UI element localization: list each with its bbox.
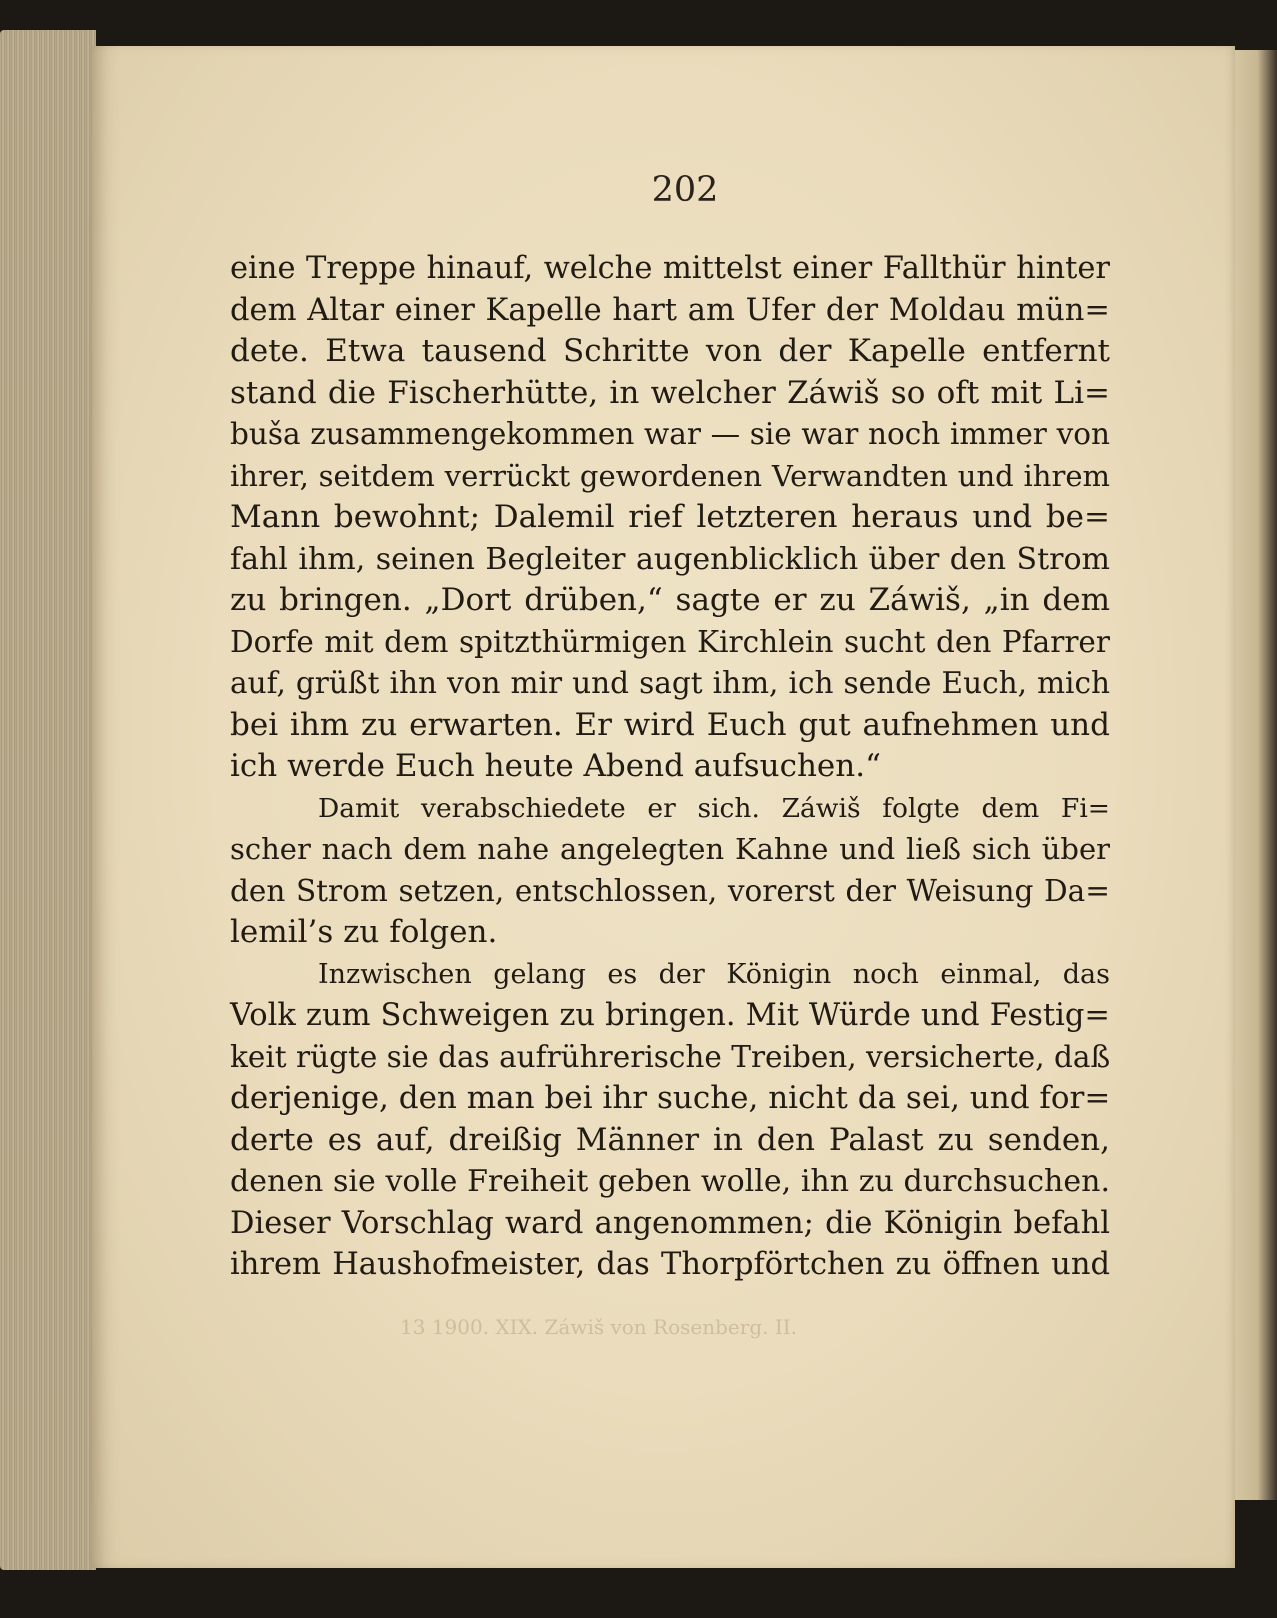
text-line: denen sie volle Freiheit geben wolle, ihn zu durchsuchen. [230, 1164, 1110, 1199]
text-line: Inzwischen gelang es der Königin noch einmal, das [318, 958, 1110, 990]
text-line: ich werde Euch heute Abend aufsuchen.“ [230, 748, 881, 784]
facing-page-edge [1228, 50, 1277, 1500]
text-line: ihrem Haushofmeister, das Thorpförtchen zu öffnen und [230, 1247, 1110, 1282]
text-line: den Strom setzen, entschlossen, vorerst der Weisung Da= [230, 873, 1110, 908]
text-line: Dorfe mit dem spitzthürmigen Kirchlein sucht den Pfarrer [230, 624, 1110, 659]
text-line: bei ihm zu erwarten. Er wird Euch gut aufnehmen und [230, 706, 1110, 743]
bleedthrough-footer: 13 1900. XIX. Záwiš von Rosenberg. II. [400, 1315, 798, 1339]
text-line: dem Altar einer Kapelle hart am Ufer der Moldau mün= [230, 292, 1110, 328]
text-line: auf, grüßt ihn von mir und sagt ihm, ich sende Euch, mich [230, 666, 1110, 700]
text-line: Damit verabschiedete er sich. Záwiš folgte dem Fi= [318, 792, 1110, 824]
text-line: lemil’s zu folgen. [230, 914, 498, 950]
text-line: Mann bewohnt; Dalemil rief letzteren heraus und be= [230, 499, 1110, 535]
text-line: Volk zum Schweigen zu bringen. Mit Würde und Festig= [230, 998, 1110, 1033]
text-line: zu bringen. „Dort drüben,“ sagte er zu Záwiš, „in dem [230, 582, 1110, 618]
text-line: scher nach dem nahe angelegten Kahne und ließ sich über [230, 832, 1110, 866]
text-line: buša zusammengekommen war — sie war noch immer von [230, 417, 1110, 451]
text-line: derjenige, den man bei ihr suche, nicht da sei, und for= [230, 1080, 1111, 1116]
text-line: keit rügte sie das aufrührerische Treiben, versicherte, daß [230, 1039, 1111, 1074]
text-line: stand die Fischerhütte, in welcher Záwiš so oft mit Li= [230, 374, 1110, 411]
page-number: 202 [651, 170, 719, 210]
text-line: fahl ihm, seinen Begleiter augenblicklich über den Strom [230, 541, 1110, 577]
body-text [230, 248, 1110, 1286]
text-line: eine Treppe hinauf, welche mittelst einer Fallthür hinter [230, 251, 1110, 286]
text-line: ihrer, seitdem verrückt gewordenen Verwandten und ihrem [230, 458, 1110, 493]
page-edges [0, 30, 96, 1570]
text-line: derte es auf, dreißig Männer in den Palast zu senden, [230, 1121, 1110, 1158]
text-line: dete. Etwa tausend Schritte von der Kapelle entfernt [230, 333, 1110, 369]
text-line: Dieser Vorschlag ward angenommen; die Königin befahl [230, 1205, 1110, 1241]
